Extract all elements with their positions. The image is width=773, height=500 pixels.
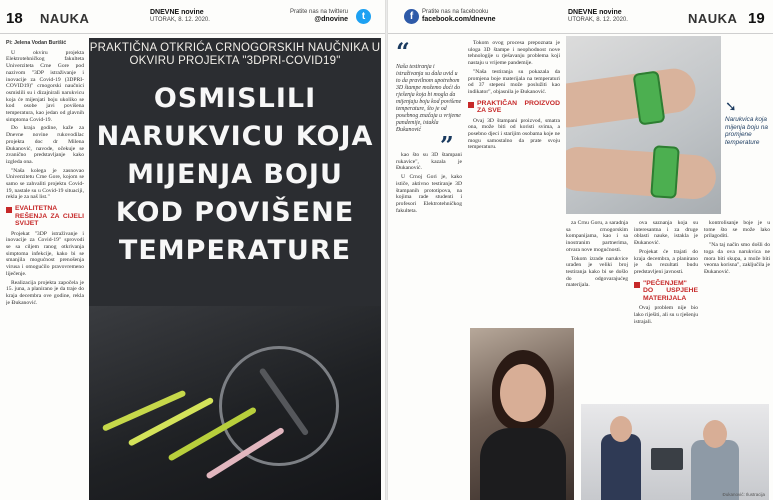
paragraph: za Crnu Goru, a saradnja sa crnogorskim kompanijama, kao i sa inostranim partnerima, otvara nove mogućnosti. xyxy=(566,220,628,253)
paragraph: Tokom izrade narukvice urađen je veliki broj testiranja kako bi se došlo do odgovarajućeg materijala. xyxy=(566,255,628,289)
tape-roll-icon xyxy=(219,346,339,466)
paragraph: U okviru projekta Elektrotehničkog fakulteta Univerziteta Crne Gore pod nazivom "3DP istraživanje i inovacije za Covid-19 (3DPRI-COVID19)" crnogorski naučnici osmislili su i dizajnirali narukvicu koja će mijenjati boju ukoliko se kod osobe javi povišena temperatura, kao jedan od glavnih simptoma Covid-19. xyxy=(6,49,84,123)
paragraph: Projekat će trajati do kraja decembra, a planirano je da rezultati budu predstavljeni javnosti. xyxy=(634,248,698,275)
portrait-photo xyxy=(470,328,574,500)
headline-panel xyxy=(89,38,381,500)
brand xyxy=(568,9,628,24)
team-photo xyxy=(581,404,769,500)
person-head xyxy=(703,420,727,448)
subheading-marker-icon xyxy=(468,102,474,108)
bracelet-strip xyxy=(102,390,187,432)
brand-name: DNEVNE novine xyxy=(150,9,204,16)
paragraph: "Naša testiranja su pokazala da promjena boje materijala na temperaturi od 37 stepeni može poslužiti kao indikator", objasnila je Đukanović. xyxy=(468,68,560,95)
paragraph: "Na taj način smo došli do toga da ova narukvica ne mora biti skupa, a može biti veoma korisna", zaključila je Đukanović. xyxy=(704,242,770,275)
facebook-promo[interactable] xyxy=(422,8,532,24)
article-column-2 xyxy=(396,152,462,322)
person-head xyxy=(610,416,632,442)
green-bracelet xyxy=(650,145,680,199)
twitter-icon[interactable]: t xyxy=(356,9,371,24)
paragraph: Tokom ovog procesa prepoznata je uloga 3D štampe i neophodnost nove tehnologije u rješavanju problema koji nastaju u vrijeme pandemije. xyxy=(468,40,560,67)
brand xyxy=(150,9,210,24)
photo-caption: ➘ Narukvica koja mijenja boju na promjene temperature xyxy=(725,99,768,146)
portrait-face xyxy=(500,364,546,422)
portrait-body xyxy=(480,428,566,500)
paragraph: ova saznanja koja su interesantna i za druge oblasti nauke, istakla je Đukanović. xyxy=(634,220,698,247)
right-page-header xyxy=(388,0,773,34)
photo-credit: Đukanović: Ilustracija xyxy=(722,492,765,497)
monitor xyxy=(651,448,683,470)
twitter-promo[interactable] xyxy=(238,8,348,24)
facebook-label: Pratite nas na facebooku xyxy=(422,9,489,15)
person xyxy=(601,434,641,500)
facebook-icon[interactable]: f xyxy=(404,9,419,24)
subheading-marker-icon xyxy=(6,207,12,213)
article-column-5 xyxy=(634,220,698,400)
paragraph: Ovaj 3D štampani proizvod, smatra ona, može biti od koristi svima, a posebno djeci i starijim osobama koje ne mogu samostalno da prate svoju temperaturu. xyxy=(468,117,560,151)
arm-illustration xyxy=(566,66,698,130)
kicker: PRAKTIČNA OTKRIĆA CRNOGORSKIH NAUČNIKA U OKVIRU PROJEKTA "3DPRI-COVID19" xyxy=(89,42,381,67)
article-column-3 xyxy=(468,40,560,322)
bracelet-on-wrist-photo xyxy=(566,36,721,214)
page-number: 19 xyxy=(748,10,765,27)
paragraph: Projekat "3DP istraživanje i inovacije za Covid-19" sprovodi se sa ciljem ranog otkrivanja simptoma infekcije, kako bi se smanjila mogućnost prenošenja virusa i omogućilo pravovremeno liječenje. xyxy=(6,230,84,277)
section-title: NAUKA xyxy=(40,11,90,26)
arm-illustration xyxy=(566,145,717,200)
pull-quote: Naša testiranja i istraživanja su dala uvid u to da pravilnom upotrebom 3D štampe možemo doći do rješenja koja bi mogla da mijenjaju boju kod povišene temperature, što je od posebnog značaja u vrijeme pandemije, istakla Đukanović xyxy=(396,64,462,133)
section-title: NAUKA xyxy=(688,11,738,26)
paragraph: Do kraja godine, kaže za Dnevne novine rukovodilac projekta doc dr Milena Đukanović, navode, očekuje se zvanično predstavljanje kako izgleda ona. xyxy=(6,125,84,165)
arrow-icon: ➘ xyxy=(725,99,737,115)
brand-name: DNEVNE novine xyxy=(568,9,622,16)
paragraph: "Naša kolega je zasnovao Univerzitetu Crne Gore, kojom se samo se zahvaliti projektu Covid-19, nastale su u Covid-19 situaciji, rekla je za naš list." xyxy=(6,167,84,201)
paragraph: Ovaj problem nije bio lako riješiti, ali su u rješenju istrajali. xyxy=(634,305,698,325)
subheading: EVALITETNA REŠENJA ZA CIJELI SVIJET xyxy=(6,205,84,228)
facebook-handle[interactable]: facebook.com/dnevne xyxy=(422,16,496,23)
article-column-1 xyxy=(6,40,84,498)
right-page xyxy=(388,0,773,500)
close-quote-icon: ” xyxy=(440,131,454,160)
paragraph: kontrolisanje boje je u tome što se može lako prilagoditi. xyxy=(704,220,770,240)
paragraph: U Crnoj Gori je, kako ističe, aktivno testiranje 3D štampanih prototipova, na kojima rade studenti i profesori Elektrotehničkog fakulteta. xyxy=(396,174,462,214)
twitter-label: Pratite nas na twitteru xyxy=(289,9,348,15)
open-quote-icon: “ xyxy=(396,37,410,66)
issue-date: UTORAK, 8. 12. 2020. xyxy=(150,17,210,23)
paragraph: Realizacija projekta započela je 15. juna, a planirano je da traje do kraja decembra ove godine, rekla je Đukanović. xyxy=(6,279,84,306)
article-column-6 xyxy=(704,220,770,400)
page-number: 18 xyxy=(6,10,23,27)
subheading: PRAKTIČAN PROIZVOD ZA SVE xyxy=(468,100,560,115)
bracelets-photo xyxy=(89,306,381,500)
twitter-handle[interactable]: @dnovine xyxy=(314,16,348,23)
byline: Pi: Jelena Vodan Burišić xyxy=(6,40,67,46)
article-column-4 xyxy=(566,220,628,400)
left-page xyxy=(0,0,385,500)
left-page-header xyxy=(0,0,385,34)
paragraph: kao što su 3D štampani rukavice", kazala je Đukanović. xyxy=(396,152,462,172)
subheading-marker-icon xyxy=(634,282,640,288)
headline: OSMISLILI NARUKVICU KOJA MIJENJA BOJU KOD POVIŠENE TEMPERATURE xyxy=(96,83,374,266)
issue-date: UTORAK, 8. 12. 2020. xyxy=(568,17,628,23)
subheading: "PEČENJEM" DO USPJEHE MATERIJALA xyxy=(634,280,698,303)
person xyxy=(691,440,739,500)
